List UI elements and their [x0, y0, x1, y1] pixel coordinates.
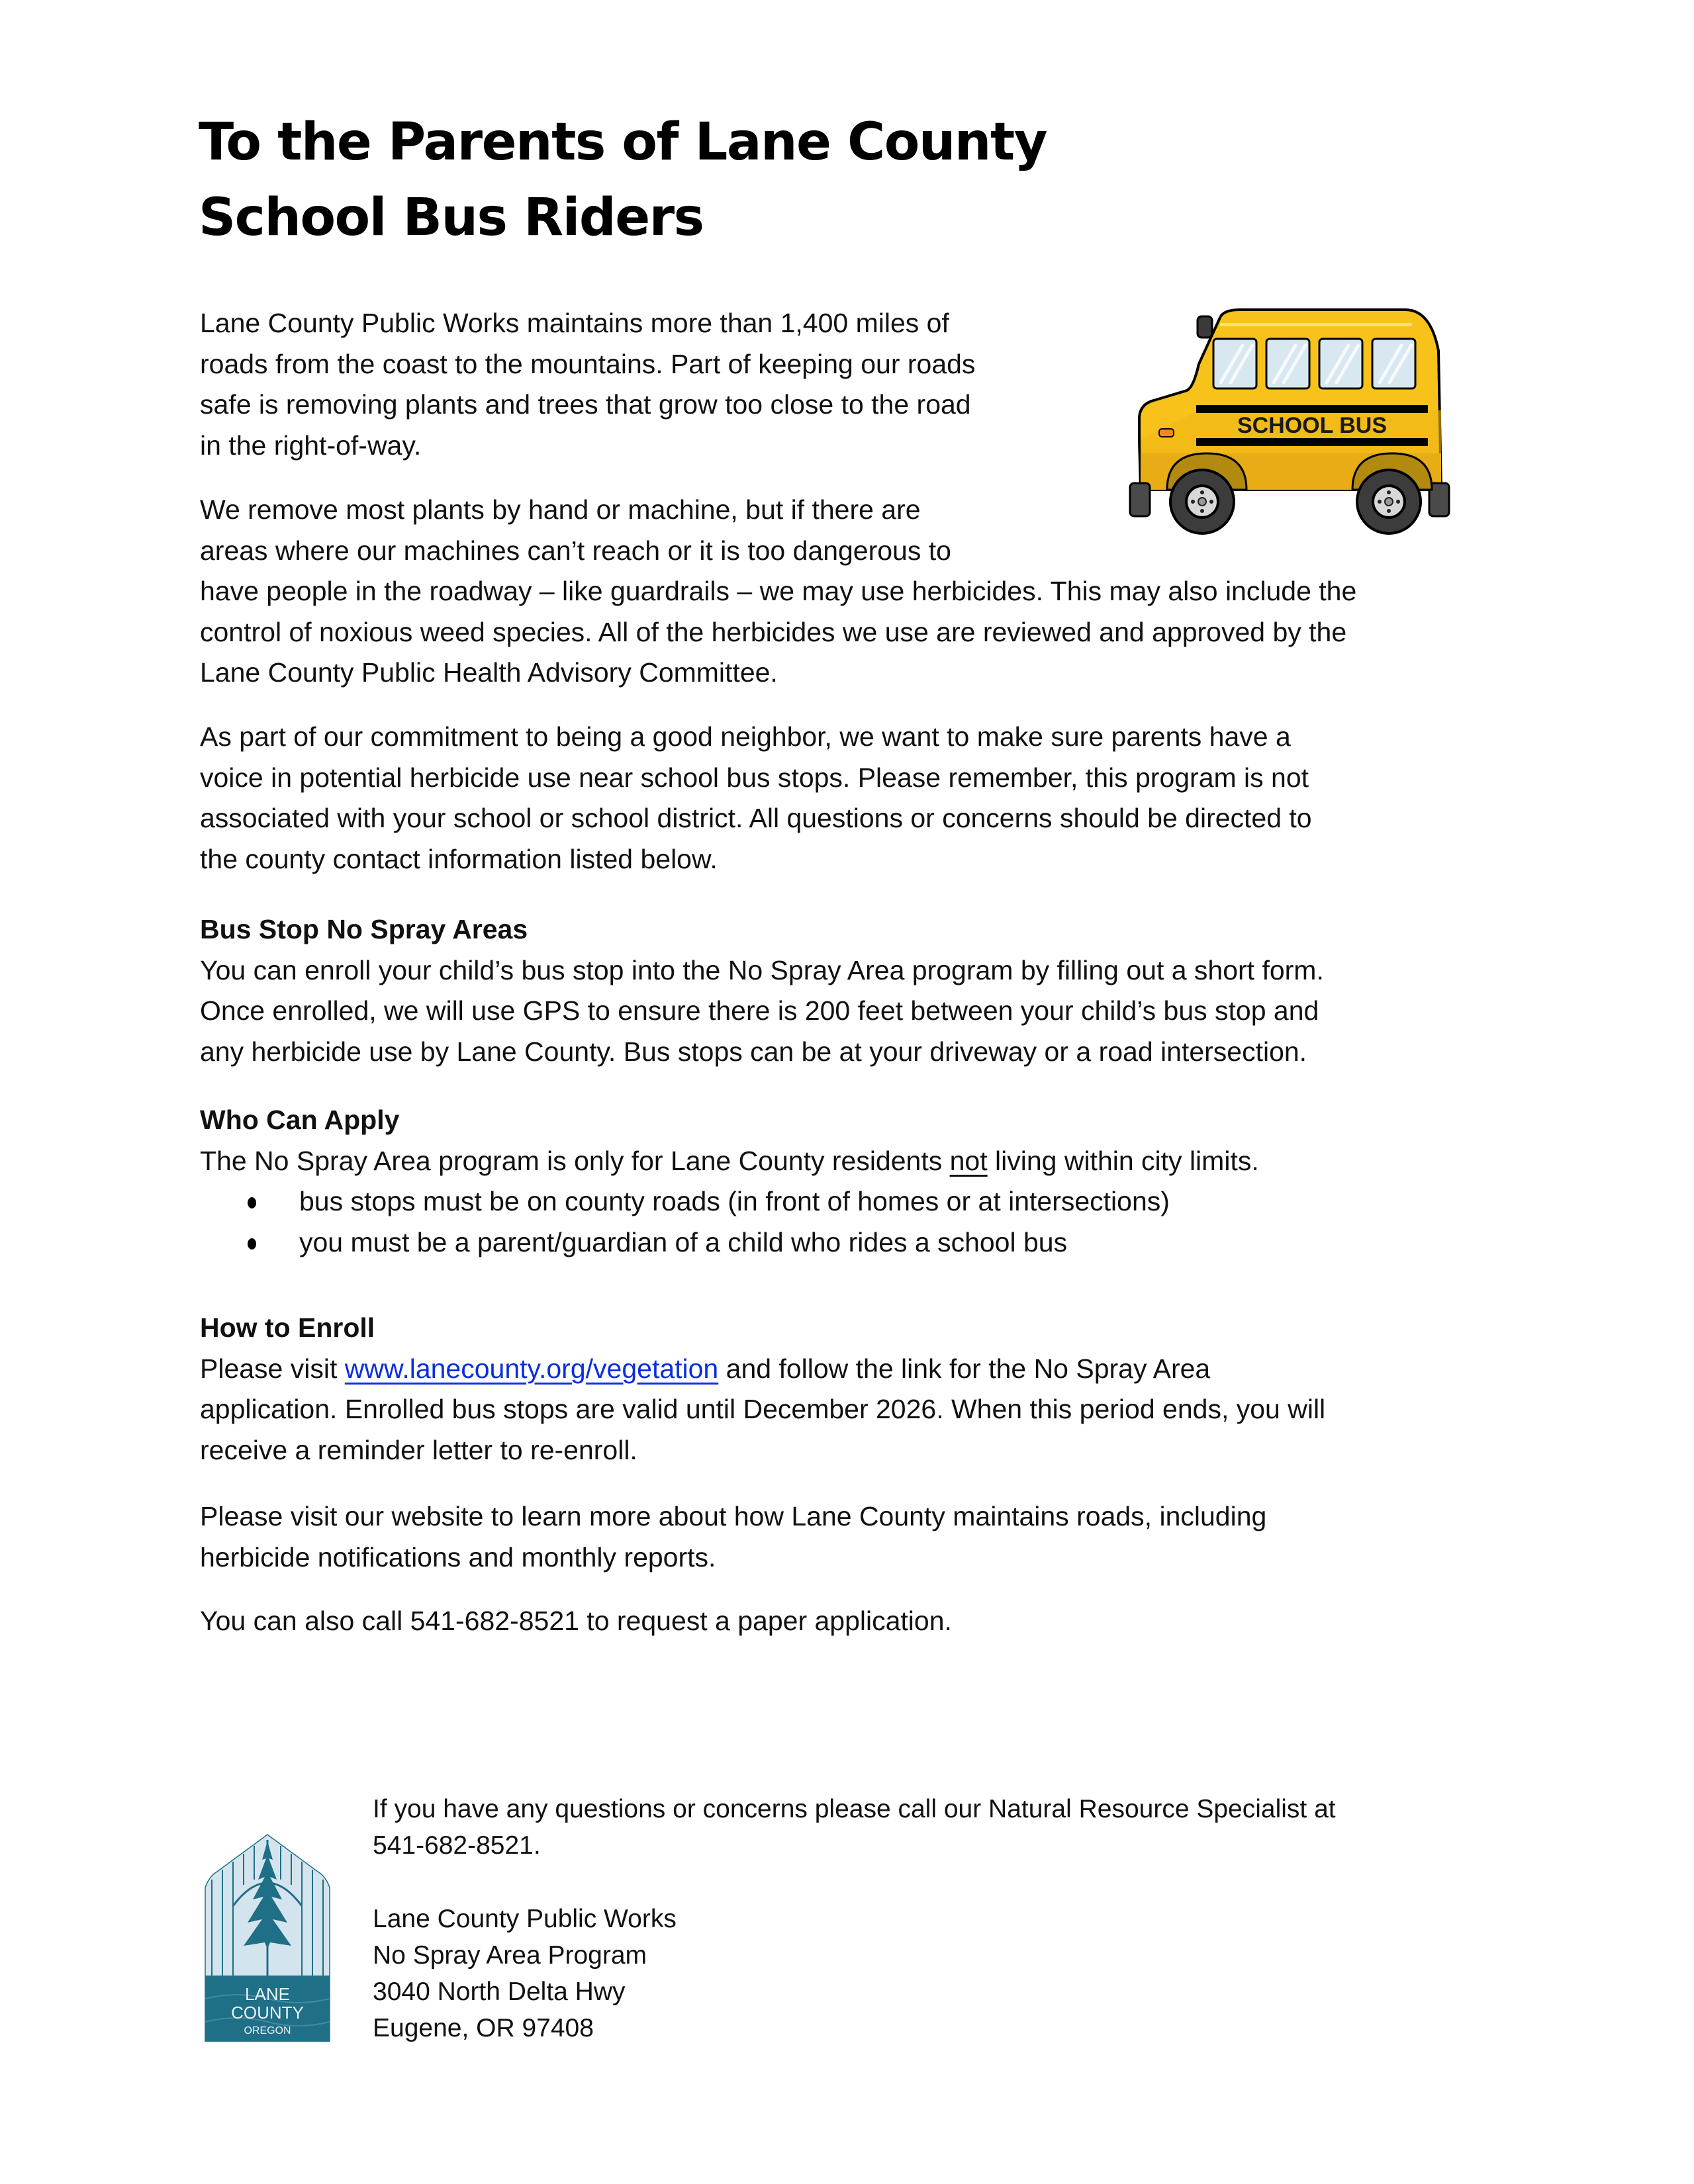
title-line-1: To the Parents of Lane County — [199, 113, 1047, 172]
logo-line-1: LANE — [245, 1984, 290, 2004]
text-line: herbicide notifications and monthly reports. — [200, 1541, 716, 1572]
section-who-can-apply — [200, 1100, 1259, 1263]
list-item-text: you must be a parent/guardian of a child who rides a school bus — [299, 1226, 1068, 1257]
address-line: No Spray Area Program — [373, 1941, 647, 1970]
text-line: voice in potential herbicide use near school bus stops. Please remember, this program is not — [200, 762, 1309, 793]
list-item — [200, 1181, 1259, 1222]
text-line: receive a reminder letter to re-enroll. — [200, 1434, 637, 1465]
text-line: Once enrolled, we will use GPS to ensure there is 200 feet between your child’s bus stop and — [200, 995, 1319, 1026]
enroll-line-1 — [200, 1349, 1325, 1390]
intro-paragraph-3 — [200, 717, 1312, 880]
address-line: Eugene, OR 97408 — [373, 2014, 594, 2042]
page-title — [199, 105, 1047, 255]
section-how-to-enroll — [200, 1308, 1325, 1471]
text-line: any herbicide use by Lane County. Bus stops can be at your driveway or a road intersection. — [200, 1036, 1307, 1067]
vegetation-link[interactable]: www.lanecounty.org/vegetation — [344, 1353, 719, 1384]
section-heading: Who Can Apply — [200, 1105, 400, 1135]
emphasis-not: not — [949, 1145, 988, 1176]
logo-line-2: COUNTY — [231, 2003, 304, 2023]
section-heading: How to Enroll — [200, 1312, 375, 1343]
text-line: 541-682-8521. — [373, 1831, 541, 1860]
bullet-icon — [248, 1238, 256, 1250]
eligibility-line — [200, 1141, 1259, 1182]
footer-address — [373, 1901, 677, 2046]
text-line: application. Enrolled bus stops are valid until December 2026. When this period ends, you will — [200, 1394, 1326, 1424]
bus-label: SCHOOL BUS — [1237, 413, 1388, 438]
text-line: control of noxious weed species. All of the herbicides we use are reviewed and approved by the — [200, 616, 1347, 647]
text-line: You can enroll your child’s bus stop into the No Spray Area program by filling out a short form. — [200, 954, 1324, 985]
text-line: in the right-of-way. — [200, 430, 422, 461]
text-line: Please visit our website to learn more about how Lane County maintains roads, including — [200, 1501, 1267, 1531]
list-item — [200, 1222, 1259, 1263]
title-line-2: School Bus Riders — [199, 188, 704, 248]
text-line: Lane County Public Works maintains more than 1,400 miles of — [200, 308, 949, 338]
text-line: If you have any questions or concerns please call our Natural Resource Specialist at — [373, 1795, 1336, 1823]
address-line: Lane County Public Works — [373, 1905, 677, 1933]
bullet-icon — [248, 1197, 256, 1208]
text-line: We remove most plants by hand or machine, but if there are — [200, 494, 921, 525]
eligibility-list — [200, 1181, 1259, 1263]
text-segment: living within city limits. — [987, 1145, 1259, 1176]
text-line: the county contact information listed below. — [200, 843, 718, 874]
list-item-text: bus stops must be on county roads (in front of homes or at intersections) — [299, 1186, 1170, 1216]
text-line: roads from the coast to the mountains. Part of keeping our roads — [200, 348, 976, 379]
address-line: 3040 North Delta Hwy — [373, 1978, 626, 2006]
lane-county-logo-icon — [204, 1833, 331, 2042]
text-line: As part of our commitment to being a good neighbor, we want to make sure parents have a — [200, 721, 1291, 752]
text-line: areas where our machines can’t reach or it is too dangerous to — [200, 535, 951, 566]
text-segment: The No Spray Area program is only for Lane County residents — [200, 1145, 950, 1176]
footer-contact — [373, 1791, 1336, 1864]
text-line: Lane County Public Health Advisory Committee. — [200, 657, 778, 688]
text-segment: Please visit — [200, 1353, 345, 1384]
intro-paragraph-1 — [200, 303, 975, 466]
text-line: have people in the roadway – like guardrails – we may use herbicides. This may also include the — [200, 576, 1357, 606]
text-segment: and follow the link for the No Spray Area — [718, 1353, 1211, 1384]
school-bus-icon — [1121, 291, 1478, 536]
website-paragraph — [200, 1496, 1266, 1578]
text-line: You can also call 541-682-8521 to request a paper application. — [200, 1606, 952, 1636]
section-heading: Bus Stop No Spray Areas — [200, 914, 528, 944]
text-line: associated with your school or school district. All questions or concerns should be directed to — [200, 803, 1312, 833]
text-line: safe is removing plants and trees that grow too close to the road — [200, 389, 971, 420]
section-no-spray-areas — [200, 909, 1324, 1072]
phone-paragraph — [200, 1601, 952, 1642]
logo-line-3: OREGON — [244, 2025, 291, 2036]
